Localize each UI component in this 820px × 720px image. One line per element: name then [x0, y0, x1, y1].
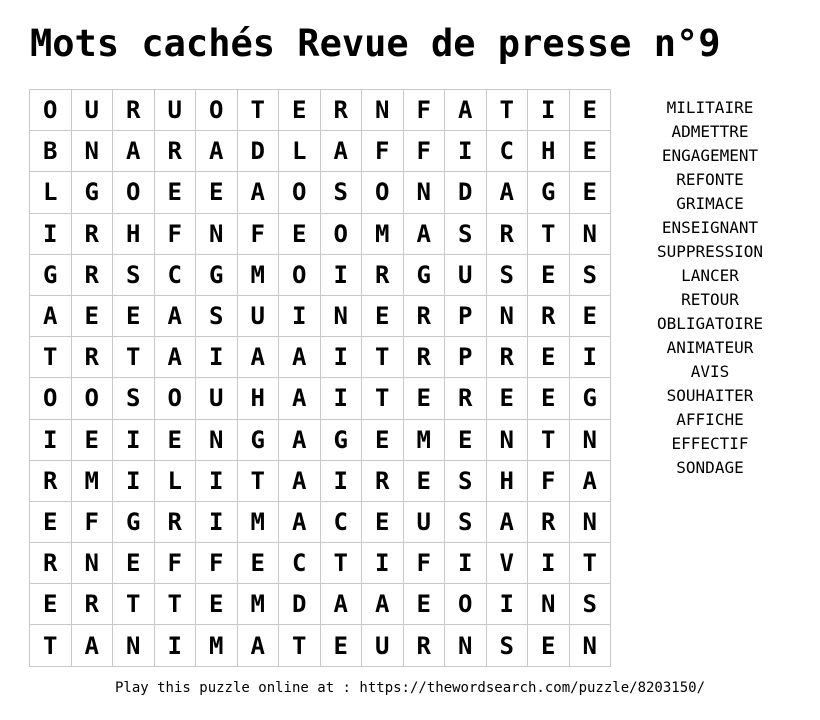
grid-cell[interactable]: R [404, 296, 446, 337]
grid-cell[interactable]: D [445, 172, 487, 213]
grid-cell[interactable]: U [238, 296, 280, 337]
grid-cell[interactable]: A [487, 172, 529, 213]
grid-cell[interactable]: L [155, 461, 197, 502]
grid-cell[interactable]: R [72, 584, 114, 625]
grid-cell[interactable]: O [196, 90, 238, 131]
grid-cell[interactable]: E [528, 378, 570, 419]
grid-cell[interactable]: T [570, 543, 612, 584]
word-list-item: AVIS [690, 362, 730, 381]
grid-cell[interactable]: E [72, 296, 114, 337]
grid-cell[interactable]: E [570, 296, 612, 337]
grid-cell[interactable]: E [487, 378, 529, 419]
grid-cell[interactable]: M [238, 502, 280, 543]
grid-cell[interactable]: E [570, 172, 612, 213]
grid-cell[interactable]: H [528, 131, 570, 172]
grid-cell[interactable]: F [404, 131, 446, 172]
grid-cell[interactable]: T [238, 90, 280, 131]
grid-cell[interactable]: V [487, 543, 529, 584]
grid-cell[interactable]: F [404, 543, 446, 584]
grid-cell[interactable]: T [113, 337, 155, 378]
grid-cell[interactable]: I [528, 90, 570, 131]
grid-cell[interactable]: A [72, 625, 114, 666]
grid-cell[interactable]: M [196, 625, 238, 666]
grid-cell[interactable]: N [72, 131, 114, 172]
grid-cell[interactable]: R [404, 625, 446, 666]
grid-cell[interactable]: A [487, 502, 529, 543]
word-list-item: MILITAIRE [666, 98, 754, 117]
grid-cell[interactable]: R [487, 214, 529, 255]
grid-cell[interactable]: A [279, 378, 321, 419]
grid-cell[interactable]: R [404, 337, 446, 378]
grid-cell[interactable]: N [196, 214, 238, 255]
grid-cell[interactable]: U [155, 90, 197, 131]
grid-cell[interactable]: N [528, 584, 570, 625]
grid-cell[interactable]: T [528, 420, 570, 461]
grid-cell[interactable]: T [113, 584, 155, 625]
grid-cell[interactable]: S [445, 214, 487, 255]
grid-cell[interactable]: M [238, 255, 280, 296]
grid-cell[interactable]: R [362, 255, 404, 296]
grid-cell[interactable]: A [155, 337, 197, 378]
grid-cell[interactable]: G [404, 255, 446, 296]
grid-cell[interactable]: N [196, 420, 238, 461]
grid-cell[interactable]: H [113, 214, 155, 255]
grid-cell[interactable]: G [113, 502, 155, 543]
grid-cell[interactable]: E [30, 502, 72, 543]
grid-cell[interactable]: E [570, 131, 612, 172]
grid-cell[interactable]: S [570, 255, 612, 296]
grid-cell[interactable]: A [238, 172, 280, 213]
grid-cell[interactable]: E [404, 461, 446, 502]
grid-cell[interactable]: A [404, 214, 446, 255]
grid-cell[interactable]: F [196, 543, 238, 584]
footer-play-online: Play this puzzle online at : https://thewordsearch.com/puzzle/8203150/ [114, 680, 705, 696]
grid-cell[interactable]: T [155, 584, 197, 625]
grid-cell[interactable]: E [72, 420, 114, 461]
grid-cell[interactable]: E [155, 420, 197, 461]
grid-cell[interactable]: M [72, 461, 114, 502]
grid-cell[interactable]: T [238, 461, 280, 502]
grid-cell[interactable]: R [72, 214, 114, 255]
grid-cell[interactable]: C [279, 543, 321, 584]
grid-cell[interactable]: C [487, 131, 529, 172]
grid-cell[interactable]: E [570, 90, 612, 131]
grid-cell[interactable]: T [279, 625, 321, 666]
grid-cell[interactable]: T [30, 337, 72, 378]
grid-cell[interactable]: E [321, 625, 363, 666]
grid-cell[interactable]: G [570, 378, 612, 419]
grid-cell[interactable]: E [362, 296, 404, 337]
grid-cell[interactable]: S [196, 296, 238, 337]
grid-cell[interactable]: E [113, 296, 155, 337]
grid-cell[interactable]: N [570, 625, 612, 666]
grid-cell[interactable]: S [570, 584, 612, 625]
grid-cell[interactable]: A [279, 461, 321, 502]
grid-cell[interactable]: F [155, 543, 197, 584]
grid-cell[interactable]: T [487, 90, 529, 131]
grid-cell[interactable]: E [196, 172, 238, 213]
grid-cell[interactable]: R [445, 378, 487, 419]
grid-cell[interactable]: N [570, 420, 612, 461]
grid-cell[interactable]: O [155, 378, 197, 419]
word-list-item: SUPPRESSION [657, 242, 763, 261]
grid-cell[interactable]: I [321, 378, 363, 419]
grid-cell[interactable]: N [321, 296, 363, 337]
grid-cell[interactable]: I [196, 502, 238, 543]
grid-cell[interactable]: E [155, 172, 197, 213]
grid-cell[interactable]: P [445, 337, 487, 378]
grid-cell[interactable]: D [279, 584, 321, 625]
grid-cell[interactable]: S [487, 625, 529, 666]
grid-cell[interactable]: O [30, 90, 72, 131]
grid-cell[interactable]: R [72, 337, 114, 378]
grid-cell[interactable]: O [72, 378, 114, 419]
grid-cell[interactable]: A [279, 502, 321, 543]
grid-cell[interactable]: I [528, 543, 570, 584]
grid-cell[interactable]: E [445, 420, 487, 461]
grid-cell[interactable]: R [362, 461, 404, 502]
grid-cell[interactable]: U [445, 255, 487, 296]
grid-cell[interactable]: G [30, 255, 72, 296]
grid-cell[interactable]: H [487, 461, 529, 502]
word-list-item: EFFECTIF [671, 434, 749, 453]
grid-cell[interactable]: I [113, 461, 155, 502]
grid-cell[interactable]: G [528, 172, 570, 213]
grid-cell[interactable]: A [238, 625, 280, 666]
grid-cell[interactable]: L [30, 172, 72, 213]
grid-cell[interactable]: E [362, 420, 404, 461]
grid-cell[interactable]: O [279, 255, 321, 296]
grid-cell[interactable]: A [238, 337, 280, 378]
word-list-item: AFFICHE [676, 410, 744, 429]
grid-cell[interactable]: E [528, 255, 570, 296]
puzzle-title: Mots cachés Revue de presse n°9 [30, 22, 721, 65]
grid-cell[interactable]: N [362, 90, 404, 131]
grid-cell[interactable]: A [321, 584, 363, 625]
word-list-item: SOUHAITER [666, 386, 754, 405]
grid-cell[interactable]: E [279, 90, 321, 131]
word-list-item: ADMETTRE [671, 122, 749, 141]
grid-cell[interactable]: U [196, 378, 238, 419]
grid-cell[interactable]: R [487, 337, 529, 378]
grid-cell[interactable]: R [528, 502, 570, 543]
grid-cell[interactable]: E [30, 584, 72, 625]
grid-cell[interactable]: N [570, 502, 612, 543]
grid-cell[interactable]: O [445, 584, 487, 625]
grid-cell[interactable]: A [30, 296, 72, 337]
grid-cell[interactable]: A [445, 90, 487, 131]
grid-cell[interactable]: B [30, 131, 72, 172]
letter-grid[interactable] [29, 89, 611, 667]
grid-cell[interactable]: N [487, 296, 529, 337]
grid-cell[interactable]: G [196, 255, 238, 296]
grid-cell[interactable]: M [362, 214, 404, 255]
grid-cell[interactable]: R [321, 90, 363, 131]
grid-cell[interactable]: F [155, 214, 197, 255]
grid-cell[interactable]: S [113, 255, 155, 296]
grid-cell[interactable]: I [321, 461, 363, 502]
grid-cell[interactable]: E [196, 584, 238, 625]
grid-cell[interactable]: L [279, 131, 321, 172]
grid-cell[interactable]: I [362, 543, 404, 584]
grid-cell[interactable]: N [113, 625, 155, 666]
grid-cell[interactable]: H [238, 378, 280, 419]
grid-cell[interactable]: E [528, 337, 570, 378]
grid-cell[interactable]: A [570, 461, 612, 502]
grid-cell[interactable]: N [445, 625, 487, 666]
grid-cell[interactable]: R [155, 502, 197, 543]
grid-cell[interactable]: I [279, 296, 321, 337]
grid-cell[interactable]: O [30, 378, 72, 419]
grid-cell[interactable]: I [487, 584, 529, 625]
word-list-item: SONDAGE [676, 458, 744, 477]
word-list-item: ANIMATEUR [666, 338, 754, 357]
grid-cell[interactable]: R [30, 543, 72, 584]
grid-cell[interactable]: S [487, 255, 529, 296]
grid-cell[interactable]: F [72, 502, 114, 543]
grid-cell[interactable]: F [404, 90, 446, 131]
grid-cell[interactable]: S [321, 172, 363, 213]
grid-cell[interactable]: U [404, 502, 446, 543]
grid-cell[interactable]: E [279, 214, 321, 255]
grid-cell[interactable]: I [196, 461, 238, 502]
grid-cell[interactable]: O [279, 172, 321, 213]
grid-cell[interactable]: I [113, 420, 155, 461]
word-list [640, 96, 780, 480]
grid-cell[interactable]: G [321, 420, 363, 461]
grid-cell[interactable]: A [279, 337, 321, 378]
grid-cell[interactable]: N [72, 543, 114, 584]
grid-cell[interactable]: R [528, 296, 570, 337]
grid-cell[interactable]: O [113, 172, 155, 213]
grid-cell[interactable]: M [404, 420, 446, 461]
grid-cell[interactable]: D [238, 131, 280, 172]
word-list-item: REFONTE [676, 170, 744, 189]
grid-cell[interactable]: T [528, 214, 570, 255]
grid-cell[interactable]: I [30, 214, 72, 255]
grid-cell[interactable]: T [321, 543, 363, 584]
grid-cell[interactable]: I [445, 543, 487, 584]
grid-cell[interactable]: N [404, 172, 446, 213]
word-list-item: ENGAGEMENT [661, 146, 759, 165]
grid-cell[interactable]: S [445, 502, 487, 543]
grid-cell[interactable]: I [445, 131, 487, 172]
grid-cell[interactable]: G [72, 172, 114, 213]
grid-cell[interactable]: I [321, 337, 363, 378]
grid-cell[interactable]: A [362, 584, 404, 625]
grid-cell[interactable]: T [362, 337, 404, 378]
grid-cell[interactable]: T [362, 378, 404, 419]
word-list-item: GRIMACE [676, 194, 744, 213]
grid-cell[interactable]: E [404, 378, 446, 419]
grid-cell[interactable]: G [238, 420, 280, 461]
word-list-item: OBLIGATOIRE [657, 314, 763, 333]
grid-cell[interactable]: F [238, 214, 280, 255]
grid-cell[interactable]: S [113, 378, 155, 419]
grid-cell[interactable]: O [321, 214, 363, 255]
grid-cell[interactable]: S [445, 461, 487, 502]
grid-cell[interactable]: P [445, 296, 487, 337]
grid-cell[interactable]: E [528, 625, 570, 666]
grid-cell[interactable]: C [155, 255, 197, 296]
grid-cell[interactable]: E [362, 502, 404, 543]
grid-cell[interactable]: A [113, 131, 155, 172]
word-list-item: RETOUR [681, 290, 739, 309]
grid-cell[interactable]: O [362, 172, 404, 213]
grid-cell[interactable]: T [30, 625, 72, 666]
grid-cell[interactable]: F [528, 461, 570, 502]
grid-cell[interactable]: R [155, 131, 197, 172]
grid-cell[interactable]: R [113, 90, 155, 131]
word-list-item: LANCER [681, 266, 739, 285]
grid-cell[interactable]: I [196, 337, 238, 378]
grid-cell[interactable]: F [362, 131, 404, 172]
grid-cell[interactable]: E [404, 584, 446, 625]
grid-cell[interactable]: E [238, 543, 280, 584]
grid-cell[interactable]: N [570, 214, 612, 255]
grid-cell[interactable]: I [155, 625, 197, 666]
grid-cell[interactable]: I [321, 255, 363, 296]
grid-cell[interactable]: R [30, 461, 72, 502]
grid-cell[interactable]: I [30, 420, 72, 461]
grid-cell[interactable]: N [487, 420, 529, 461]
grid-cell[interactable]: A [321, 131, 363, 172]
grid-cell[interactable]: A [279, 420, 321, 461]
grid-cell[interactable]: C [321, 502, 363, 543]
word-list-item: ENSEIGNANT [661, 218, 759, 237]
grid-cell[interactable]: A [196, 131, 238, 172]
grid-cell[interactable]: U [72, 90, 114, 131]
grid-cell[interactable]: U [362, 625, 404, 666]
grid-cell[interactable]: E [113, 543, 155, 584]
grid-cell[interactable]: A [155, 296, 197, 337]
grid-cell[interactable]: I [570, 337, 612, 378]
grid-cell[interactable]: R [72, 255, 114, 296]
grid-cell[interactable]: M [238, 584, 280, 625]
